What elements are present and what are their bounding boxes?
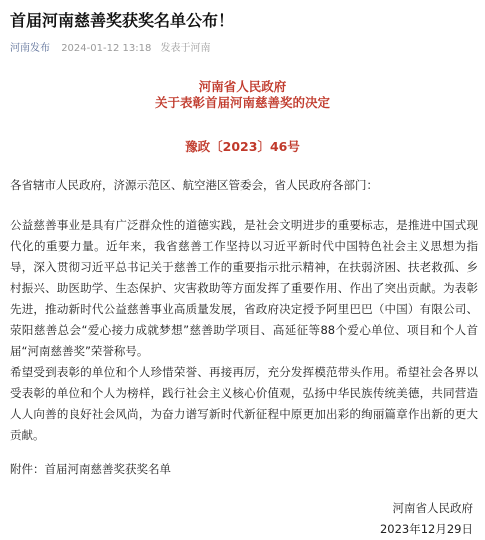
paragraph-2: 希望受到表彰的单位和个人珍惜荣誉、再接再厉，充分发挥模范带头作用。希望社会各界以受表彰的单位和个人为榜样，践行社会主义核心价值观，弘扬中华民族传统美德，共同营造人人向善的良好社会风尚，为奋力谱写新时代新征程中原更加出彩的绚丽篇章作出新的更大贡献。 xyxy=(10,365,478,442)
signature-block xyxy=(380,498,473,540)
article-meta xyxy=(10,39,211,54)
article-title: 首届河南慈善奖获奖名单公布！ xyxy=(10,11,235,30)
signature-date: 2023年12月29日 xyxy=(379,522,473,536)
subject-line: 关于表彰首届河南慈善奖的决定 xyxy=(154,95,330,110)
salutation: 各省辖市人民政府，济源示范区、航空港区管委会，省人民政府各部门： xyxy=(10,178,378,192)
document-number: 豫政〔2023〕46号 xyxy=(185,139,300,154)
publish-location: 发表于河南 xyxy=(160,43,211,54)
signature-org: 河南省人民政府 xyxy=(392,501,473,515)
source-link[interactable]: 河南发布 xyxy=(10,43,50,54)
attachment-line: 附件：首届河南慈善奖获奖名单 xyxy=(10,462,171,476)
issuer-line: 河南省人民政府 xyxy=(198,79,287,94)
document-heading xyxy=(0,79,485,111)
paragraph-1: 公益慈善事业是具有广泛群众性的道德实践，是社会文明进步的重要标志，是推进中国式现代化的重要力量。近年来，我省慈善工作坚持以习近平新时代中国特色社会主义思想为指导，深入贯彻习近平总书记关于慈善工作的重要指示批示精神，在扶弱济困、扶老救孤、乡村振兴、助医助学、生态保护、灾害救助等方面发挥了重要作用、作出了突出贡献。为表彰先进，推动新时代公益慈善事业高质量发展，省政府决定授予阿里巴巴（中国）有限公司、荥阳慈善总会“爱心接力成就梦想”慈善助学项目、高延征等88个爱心单位、项目和个人首届“河南慈善奖”荣誉称号。 xyxy=(10,218,478,358)
publish-time: 2024-01-12 13:18 xyxy=(61,43,152,54)
